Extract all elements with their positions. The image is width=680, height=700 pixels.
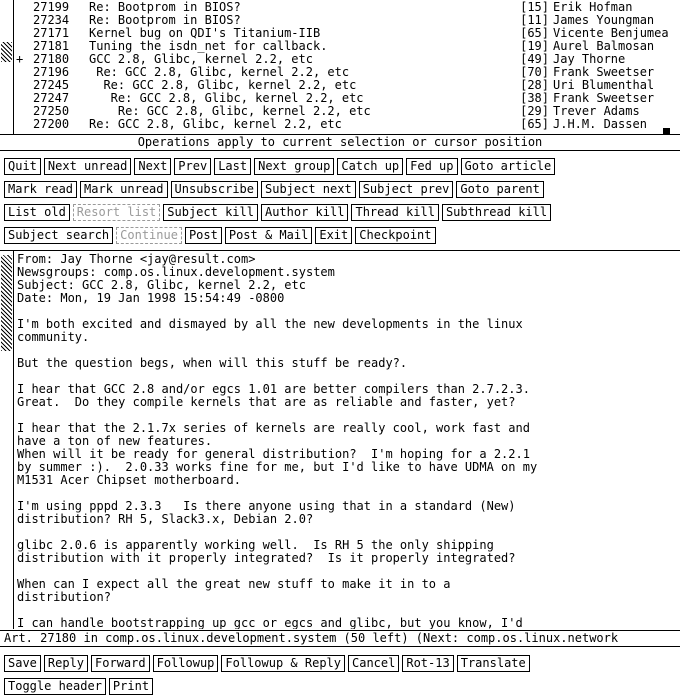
- thread-kill-button[interactable]: Thread kill: [351, 204, 438, 221]
- next-unread-button[interactable]: Next unread: [44, 158, 131, 175]
- article-body-line: I'm both excited and dismayed by all the new developments in the linux: [17, 317, 523, 331]
- thread-author: James Youngman: [553, 13, 655, 27]
- line-count: [49]: [520, 52, 549, 66]
- button-row-2: [4, 181, 544, 200]
- thread-subject: GCC 2.8, Glibc, kernel 2.2, etc: [89, 52, 313, 66]
- forward-button[interactable]: Forward: [91, 655, 150, 672]
- article-number: 27200: [33, 117, 70, 131]
- line-count: [70]: [520, 65, 549, 79]
- prev-button[interactable]: Prev: [174, 158, 211, 175]
- article-body-line: I'm using pppd 2.3.3 Is there anyone using that in a standard (New): [17, 499, 516, 513]
- line-count: [65]: [520, 117, 549, 131]
- article-button-row-1: [4, 655, 530, 674]
- subject-search-button[interactable]: Subject search: [4, 227, 113, 244]
- thread-mark: +: [16, 52, 24, 66]
- line-count: [29]: [520, 104, 549, 118]
- thread-rows: [16, 1, 680, 131]
- author-kill-button[interactable]: Author kill: [261, 204, 348, 221]
- article-body-line: glibc 2.0.6 is apparently working well. Is RH 5 the only shipping: [17, 538, 494, 552]
- mark-unread-button[interactable]: Mark unread: [80, 181, 167, 198]
- thread-scrollbar-thumb[interactable]: [1, 42, 12, 62]
- article-number: 27199: [33, 0, 70, 14]
- article-body-line: M1531 Acer Chipset motherboard.: [17, 473, 241, 487]
- reply-button[interactable]: Reply: [44, 655, 88, 672]
- thread-subject: Kernel bug on QDI's Titanium-IIB: [89, 26, 321, 40]
- article-body-line: distribution with it properly integrated? Is it properly integrated?: [17, 551, 516, 565]
- article-text: [17, 253, 677, 629]
- thread-scrollbar[interactable]: [0, 0, 14, 134]
- status-line: Art. 27180 in comp.os.linux.development.system (50 left) (Next: comp.os.linux.network: [0, 630, 680, 647]
- article-number: 27180: [33, 52, 70, 66]
- article-number: 27181: [33, 39, 70, 53]
- article-body-line: When will it be ready for general distribution? I'm hoping for a 2.2.1: [17, 447, 530, 461]
- article-body-line: I hear that GCC 2.8 and/or egcs 1.01 are better compilers than 2.7.2.3.: [17, 382, 530, 396]
- article-header-line: Date: Mon, 19 Jan 1998 15:54:49 -0800: [17, 291, 285, 305]
- print-button[interactable]: Print: [109, 678, 153, 695]
- thread-list[interactable]: [0, 0, 680, 134]
- thread-subject: Re: GCC 2.8, Glibc, kernel 2.2, etc: [89, 78, 357, 92]
- article-button-row-2: [4, 678, 153, 697]
- thread-author: Trever Adams: [553, 104, 640, 118]
- exit-button[interactable]: Exit: [315, 227, 352, 244]
- cancel-button[interactable]: Cancel: [348, 655, 399, 672]
- catch-up-button[interactable]: Catch up: [337, 158, 403, 175]
- thread-author: Uri Blumenthal: [553, 78, 655, 92]
- resort-list-button: Resort list: [73, 204, 160, 221]
- thread-author: Aurel Balmosan: [553, 39, 655, 53]
- article-header-line: Subject: GCC 2.8, Glibc, kernel 2.2, etc: [17, 278, 306, 292]
- line-count: [65]: [520, 26, 549, 40]
- subthread-kill-button[interactable]: Subthread kill: [442, 204, 551, 221]
- continue-button: Continue: [116, 227, 182, 244]
- line-count: [28]: [520, 78, 549, 92]
- article-header-line: Newsgroups: comp.os.linux.development.system: [17, 265, 335, 279]
- article-body-line: But the question begs, when will this stuff be ready?.: [17, 356, 408, 370]
- quit-button[interactable]: Quit: [4, 158, 41, 175]
- article-header-line: From: Jay Thorne <jay@result.com>: [17, 252, 256, 266]
- article-number: 27171: [33, 26, 70, 40]
- next-group-button[interactable]: Next group: [254, 158, 334, 175]
- translate-button[interactable]: Translate: [457, 655, 530, 672]
- article-body-line: I hear that the 2.1.7x series of kernels are really cool, work fast and: [17, 421, 530, 435]
- line-count: [38]: [520, 91, 549, 105]
- button-row-1: [4, 158, 555, 177]
- article-number: 27234: [33, 13, 70, 27]
- thread-subject: Re: GCC 2.8, Glibc, kernel 2.2, etc: [89, 104, 371, 118]
- save-button[interactable]: Save: [4, 655, 41, 672]
- fed-up-button[interactable]: Fed up: [406, 158, 457, 175]
- thread-row[interactable]: [16, 118, 680, 131]
- thread-subject: Re: Bootprom in BIOS?: [89, 0, 241, 14]
- thread-subject: Tuning the isdn_net for callback.: [89, 39, 328, 53]
- last-button[interactable]: Last: [214, 158, 251, 175]
- article-number: 27196: [33, 65, 70, 79]
- thread-author: Jay Thorne: [553, 52, 626, 66]
- toggle-header-button[interactable]: Toggle header: [4, 678, 106, 695]
- article-number: 27245: [33, 78, 70, 92]
- followup-reply-button[interactable]: Followup & Reply: [221, 655, 345, 672]
- thread-subject: Re: GCC 2.8, Glibc, kernel 2.2, etc: [89, 65, 350, 79]
- thread-subject: Re: GCC 2.8, Glibc, kernel 2.2, etc: [89, 117, 342, 131]
- article-body-line: have a ton of new features.: [17, 434, 213, 448]
- post-mail-button[interactable]: Post & Mail: [225, 227, 312, 244]
- article-pane[interactable]: [0, 251, 680, 629]
- next-button[interactable]: Next: [134, 158, 171, 175]
- article-body-line: by summer :). 2.0.33 works fine for me, but I'd like to have UDMA on my: [17, 460, 538, 474]
- thread-author: J.H.M. Dassen: [553, 117, 647, 131]
- thread-subject: Re: GCC 2.8, Glibc, kernel 2.2, etc: [89, 91, 364, 105]
- article-number: 27247: [33, 91, 70, 105]
- list-old-button[interactable]: List old: [4, 204, 70, 221]
- subject-next-button[interactable]: Subject next: [261, 181, 356, 198]
- mark-read-button[interactable]: Mark read: [4, 181, 77, 198]
- line-count: [19]: [520, 39, 549, 53]
- article-body-line: distribution? RH 5, Slack3.x, Debian 2.0?: [17, 512, 314, 526]
- article-body-line: Great. Do they compile kernels that are as reliable and faster, yet?: [17, 395, 516, 409]
- thread-author: Frank Sweetser: [553, 91, 655, 105]
- article-body-line: community.: [17, 330, 90, 344]
- article-number: 27250: [33, 104, 70, 118]
- button-row-3: [4, 204, 551, 223]
- article-scrollbar[interactable]: [0, 251, 14, 629]
- article-body-line: I can handle bootstrapping up gcc or egcs and glibc, but you know, I'd: [17, 616, 523, 629]
- post-button[interactable]: Post: [185, 227, 222, 244]
- checkpoint-button[interactable]: Checkpoint: [355, 227, 435, 244]
- article-body-line: distribution?: [17, 590, 111, 604]
- thread-author: Vicente Benjumea: [553, 26, 669, 40]
- thread-subject: Re: Bootprom in BIOS?: [89, 13, 241, 27]
- article-scrollbar-thumb[interactable]: [1, 255, 12, 351]
- operations-title: Operations apply to current selection or cursor position: [0, 134, 680, 151]
- unsubscribe-button[interactable]: Unsubscribe: [171, 181, 258, 198]
- line-count: [15]: [520, 0, 549, 14]
- thread-author: Frank Sweetser: [553, 65, 655, 79]
- line-count: [11]: [520, 13, 549, 27]
- article-body-line: When can I expect all the great new stuff to make it in to a: [17, 577, 451, 591]
- subject-prev-button[interactable]: Subject prev: [359, 181, 454, 198]
- goto-article-button[interactable]: Goto article: [461, 158, 556, 175]
- rot-13-button[interactable]: Rot-13: [402, 655, 453, 672]
- followup-button[interactable]: Followup: [153, 655, 219, 672]
- subject-kill-button[interactable]: Subject kill: [163, 204, 258, 221]
- button-row-4: [4, 227, 436, 246]
- thread-author: Erik Hofman: [553, 0, 633, 14]
- goto-parent-button[interactable]: Goto parent: [456, 181, 543, 198]
